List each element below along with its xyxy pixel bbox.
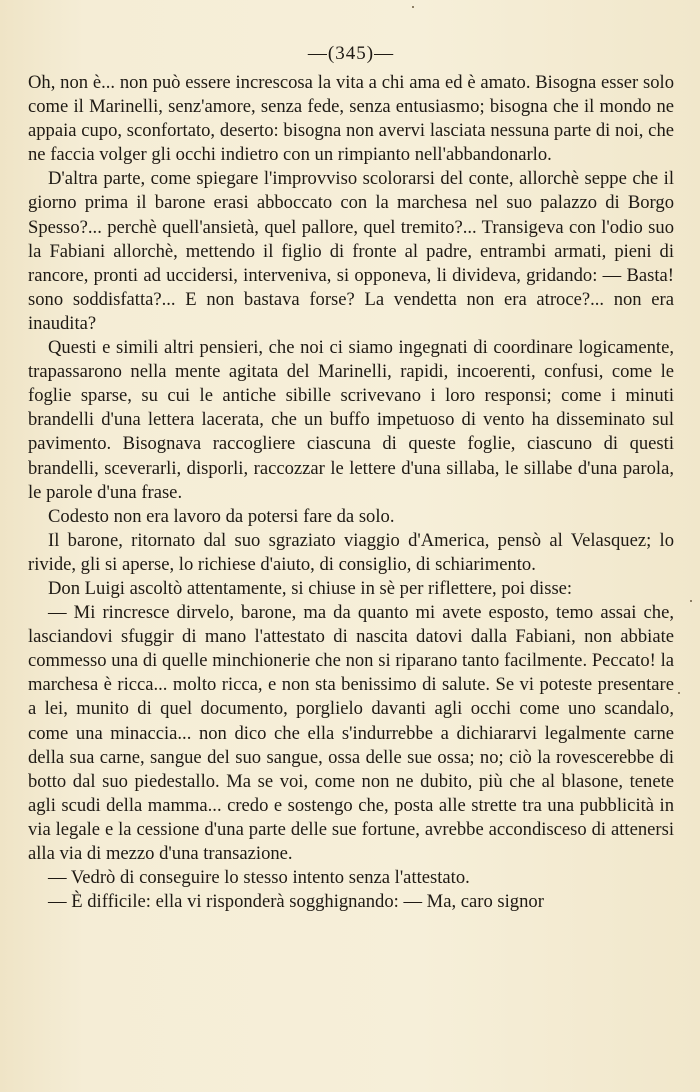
body-text [28, 71, 674, 914]
paragraph: Oh, non è... non può essere increscosa la vita a chi ama ed è amato. Bisogna esser solo come il Marinelli, senz'amore, senza fede, senza entusiasmo; bisogna che il mondo ne appaia cupo, sconfortato, deserto: bisogna non avervi lasciata nessuna parte di noi, che ne faccia volger gli occhi indietro con un rimpianto nell'abbandonarlo. [28, 72, 674, 166]
paragraph: Don Luigi ascoltò attentamente, si chiuse in sè per riflettere, poi disse: [48, 577, 573, 599]
paragraph: Il barone, ritornato dal suo sgraziato viaggio d'America, pensò al Velasquez; lo rivide, gli si aperse, lo richiese d'aiuto, di consiglio, di schiarimento. [28, 529, 674, 575]
dialogue-line: — È difficile: ella vi risponderà sogghignando: — Ma, caro signor [48, 891, 544, 913]
page-number: —(345)— [307, 43, 395, 64]
paragraph: Questi e simili altri pensieri, che noi ci siamo ingegnati di coordinare logicamente, trapassarono nella mente agitata del Marinelli, rapidi, incoerenti, confusi, come le foglie sparse, su cui le antiche sibille scrivevano i loro responsi; come i minuti brandelli d'una lettera lacerata, che un buffo impetuoso di vento ha disseminato sul pavimento. Bisognava raccogliere ciascuna di queste foglie, ciascuno di questi brandelli, sceverarli, disporli, raccozzar le lettere d'una sillaba, le sillabe d'una parola, le parole d'una frase. [28, 337, 674, 503]
paragraph: D'altra parte, come spiegare l'improvviso scolorarsi del conte, allorchè seppe che il giorno prima il barone erasi abboccato con la marchesa nel suo palazzo di Borgo Spesso?... perchè quell'ansietà, quel pallore, quel tremito?... Transigeva con l'odio suo la Fabiani allorchè, mettendo il figlio di fronte al padre, entrambi armati, pieni di rancore, pronti ad uccidersi, interveniva, si opponeva, li divideva, gridando: — Basta! sono soddisfatta?... E non bastava forse? La vendetta non era atroce?... non era inaudita? [28, 168, 674, 334]
paper-speck [690, 600, 692, 602]
dialogue-line: — Vedrò di conseguire lo stesso intento senza l'attestato. [48, 867, 470, 889]
paper-speck [412, 6, 414, 8]
dialogue-line: — Mi rincresce dirvelo, barone, ma da quanto mi avete esposto, temo assai che, lasciandovi sfuggir di mano l'attestato di nascita datovi dalla Fabiani, non abbiate commesso una di quelle minchionerie che non si riparano tanto facilmente. Peccato! la marchesa è ricca... molto ricca, e non sta benissimo di salute. Se vi poteste presentare a lei, munito di quel documento, porglielo davanti agli occhi come uno scandalo, come una minaccia... non dico che ella s'indurrebbe a dichiararvi legalmente carne della sua carne, sangue del suo sangue, ossa delle sue ossa; no; ciò la rovescerebbe di botto dal suo piedestallo. Ma se voi, come non ne dubito, più che al blasone, tenete agli scudi della mamma... credo e sostengo che, posta alle strette tra una pubblicità in via legale e la cessione d'una parte delle sue fortune, avrebbe accondisceso di attenersi alla via di mezzo d'una transazione. [28, 602, 674, 864]
paper-speck [678, 692, 680, 694]
paragraph: Codesto non era lavoro da potersi fare da solo. [48, 505, 395, 527]
